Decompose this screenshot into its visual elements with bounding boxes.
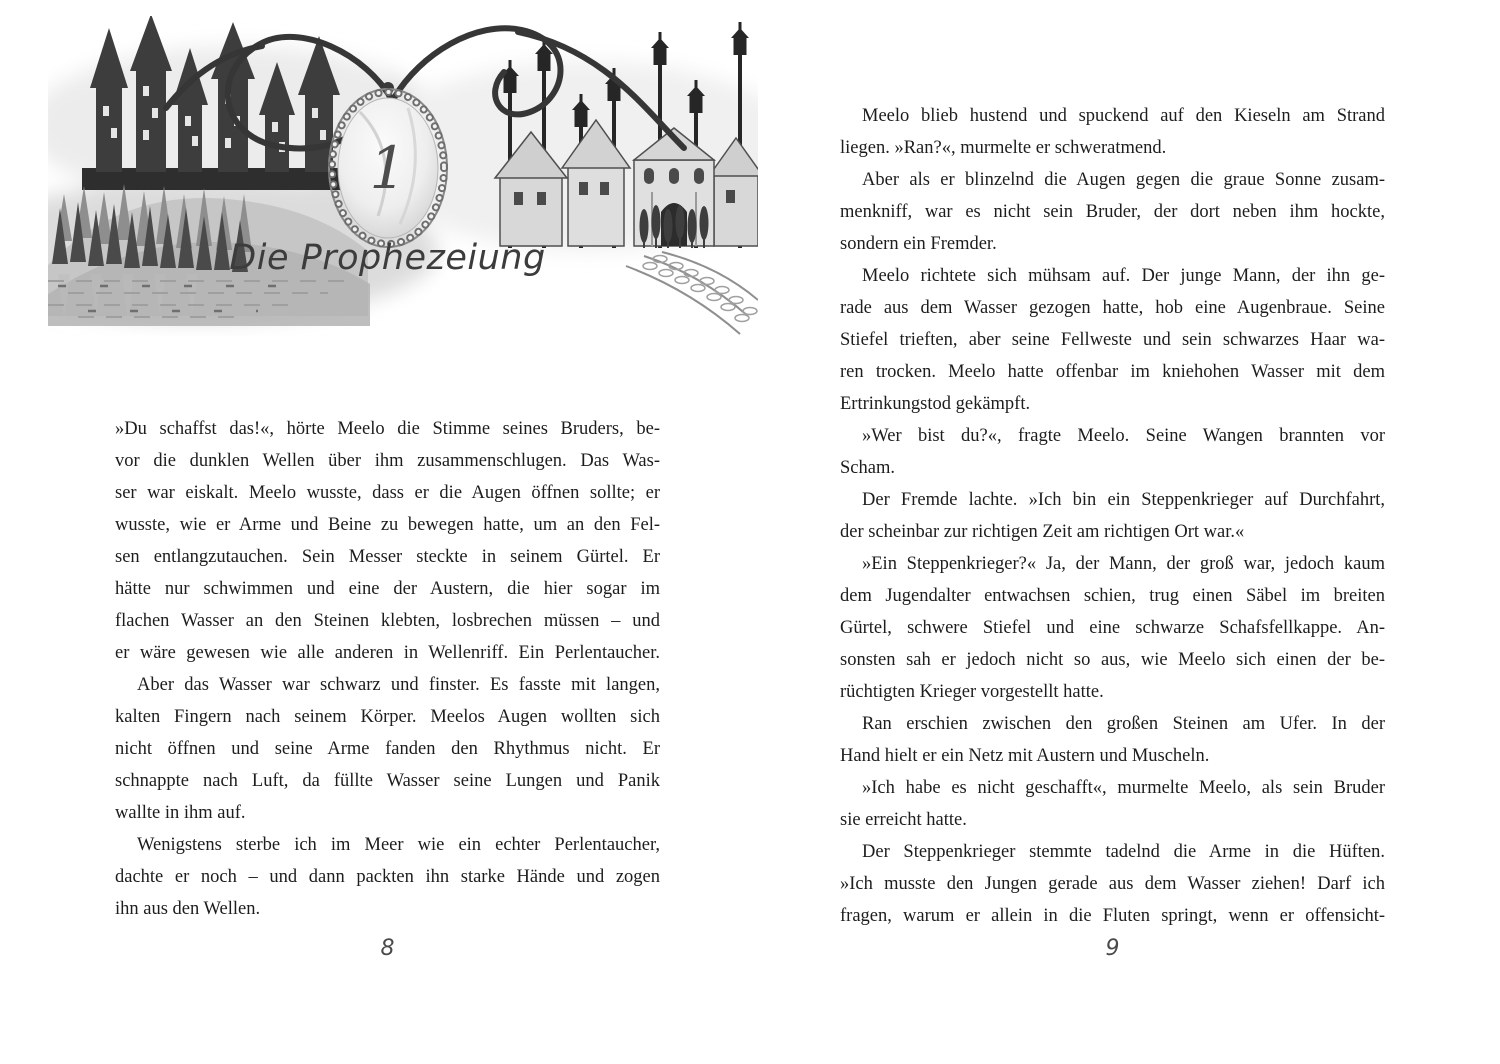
paragraph xyxy=(840,100,1385,164)
text-line: sie erreicht hatte. xyxy=(840,810,967,830)
chapter-number: 1 xyxy=(369,134,407,202)
paragraph xyxy=(840,836,1385,932)
paragraph xyxy=(115,669,660,829)
text-line: sondern ein Fremder. xyxy=(840,234,997,254)
text-line: sen entlangzutauchen. Sein Messer steckte in seinem Gürtel. Er xyxy=(115,547,660,567)
paragraph xyxy=(840,164,1385,260)
text-line: Hand hielt er ein Netz mit Austern und Muscheln. xyxy=(840,746,1210,766)
text-line: ser war eiskalt. Meelo wusste, dass er die Augen öffnen sollte; er xyxy=(115,483,660,503)
text-line: wallte in ihm auf. xyxy=(115,803,246,823)
text-line: fragen, warum er allein in die Fluten springt, wenn er offensicht- xyxy=(840,906,1385,926)
body-text-left xyxy=(115,413,660,925)
paragraph xyxy=(840,484,1385,548)
text-line: Stiefel trieften, aber seine Fellweste und sein schwarzes Haar wa- xyxy=(840,330,1385,350)
text-line: Gürtel, schwere Stiefel und eine schwarze Schafsfellkappe. An- xyxy=(840,618,1385,638)
chapter-illustration xyxy=(48,16,758,336)
text-line: liegen. »Ran?«, murmelte er schweratmend. xyxy=(840,138,1167,158)
text-line: »Ein Steppenkrieger?« Ja, der Mann, der groß war, jedoch kaum xyxy=(862,554,1385,574)
text-line: rade aus dem Wasser gezogen hatte, hob eine Augenbraue. Seine xyxy=(840,298,1385,318)
page-number-left: 8 xyxy=(380,936,395,961)
text-line: Wenigstens sterbe ich im Meer wie ein echter Perlentaucher, xyxy=(137,835,660,855)
text-line: nicht öffnen und seine Arme fanden den Rhythmus nicht. Er xyxy=(115,739,660,759)
paragraph xyxy=(115,413,660,669)
chapter-title: Die Prophezeiung xyxy=(229,238,546,278)
text-line: vor die dunklen Wellen über ihm zusammenschlugen. Das Was- xyxy=(115,451,660,471)
text-line: kalten Fingern nach seinem Körper. Meelos Augen wollten sich xyxy=(115,707,660,727)
text-line: hätte nur schwimmen und eine der Austern, die hier sogar im xyxy=(115,579,660,599)
text-line: Ertrinkungstod gekämpft. xyxy=(840,394,1031,414)
text-line: Aber das Wasser war schwarz und finster. Es fasste mit langen, xyxy=(137,675,660,695)
paragraph xyxy=(840,260,1385,420)
text-line: »Ich musste den Jungen gerade aus dem Wasser ziehen! Darf ich xyxy=(840,874,1385,894)
text-line: Scham. xyxy=(840,458,895,478)
body-text-right xyxy=(840,100,1385,932)
text-line: wusste, wie er Arme und Beine zu bewegen hatte, um an den Fel- xyxy=(115,515,660,535)
text-line: »Wer bist du?«, fragte Meelo. Seine Wangen brannten vor xyxy=(862,426,1385,446)
text-line: Meelo blieb hustend und spuckend auf den Kieseln am Strand xyxy=(862,106,1385,126)
text-line: menkniff, war es nicht sein Bruder, der dort neben ihm hockte, xyxy=(840,202,1385,222)
text-line: ren trocken. Meelo hatte offenbar im kniehohen Wasser mit dem xyxy=(840,362,1385,382)
text-line: Meelo richtete sich mühsam auf. Der junge Mann, der ihn ge- xyxy=(862,266,1385,286)
paragraph xyxy=(840,772,1385,836)
text-line: Der Steppenkrieger stemmte tadelnd die Arme in die Hüften. xyxy=(862,842,1385,862)
text-line: der scheinbar zur richtigen Zeit am richtigen Ort war.« xyxy=(840,522,1245,542)
text-line: Der Fremde lachte. »Ich bin ein Steppenkrieger auf Durchfahrt, xyxy=(862,490,1385,510)
text-line: Aber als er blinzelnd die Augen gegen die graue Sonne zusam- xyxy=(862,170,1385,190)
paragraph xyxy=(840,420,1385,484)
text-line: ihn aus den Wellen. xyxy=(115,899,261,919)
text-line: »Ich habe es nicht geschafft«, murmelte Meelo, als sein Bruder xyxy=(862,778,1385,798)
text-line: sonsten sah er jedoch nicht so aus, wie Meelo sich einen der be- xyxy=(840,650,1385,670)
text-line: schnappte nach Luft, da füllte Wasser seine Lungen und Panik xyxy=(115,771,660,791)
text-line: flachen Wasser an den Steinen klebten, losbrechen müssen – und xyxy=(115,611,660,631)
paragraph xyxy=(840,708,1385,772)
text-line: er wäre gewesen wie alle anderen in Wellenriff. Ein Perlentaucher. xyxy=(115,643,660,663)
text-line: dem Jugendalter entwachsen schien, trug einen Säbel im breiten xyxy=(840,586,1385,606)
text-line: dachte er noch – und dann packten ihn starke Hände und zogen xyxy=(115,867,660,887)
page-number-right: 9 xyxy=(1105,936,1120,961)
text-line: rüchtigten Krieger vorgestellt hatte. xyxy=(840,682,1104,702)
text-line: Ran erschien zwischen den großen Steinen am Ufer. In der xyxy=(862,714,1385,734)
paragraph xyxy=(840,548,1385,708)
paragraph xyxy=(115,829,660,925)
text-line: »Du schaffst das!«, hörte Meelo die Stimme seines Bruders, be- xyxy=(115,419,660,439)
